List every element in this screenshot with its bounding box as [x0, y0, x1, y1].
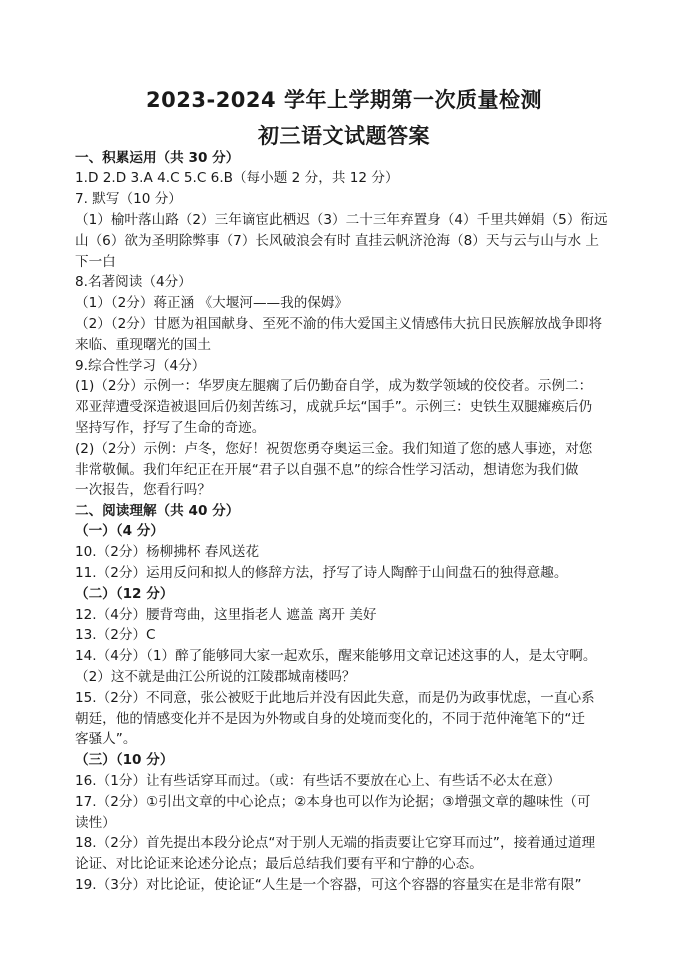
answer-line: 来临、重现曙光的国土	[75, 337, 211, 353]
answer-line: 17.（2分）①引出文章的中心论点；②本身也可以作为论据；③增强文章的趣味性（可	[75, 794, 591, 810]
answer-line: 19.（3分）对比论证，使论证“人生是一个容器，可这个容器的容量实在是非常有限”	[75, 877, 582, 893]
answer-line: 论证、对比论证来论述分论点；最后总结我们要有平和宁静的心态。	[75, 856, 483, 872]
answer-line: 9.综合性学习（4分）	[75, 358, 206, 374]
subsection-heading: （三）（10 分）	[75, 752, 174, 768]
answer-line: 坚持写作，抒写了生命的奇迹。	[75, 420, 266, 436]
answer-line: 邓亚萍遭受深造被退回后仍刻苦练习，成就乒坛“国手”。示例三：史铁生双腿瘫痪后仍	[75, 399, 593, 415]
answer-line: 1.D 2.D 3.A 4.C 5.C 6.B（每小题 2 分，共 12 分）	[75, 170, 399, 186]
answer-line: 7. 默写（10 分）	[75, 191, 182, 207]
answer-line: 11.（2分）运用反问和拟人的修辞方法，抒写了诗人陶醉于山间盘石的独得意趣。	[75, 565, 568, 581]
answer-line: 16.（1分）让有些话穿耳而过。（或：有些话不要放在心上、有些话不必太在意）	[75, 773, 561, 789]
answer-line: （1）（2分）蒋正涵 《大堰河——我的保姆》	[75, 295, 349, 311]
answer-line: 10.（2分）杨柳拂杯 春风送花	[75, 544, 260, 560]
answer-line: 15.（2分）不同意，张公被贬于此地后并没有因此失意，而是仍为政事忧虑，一直心系	[75, 690, 595, 706]
answer-line: （1）榆叶落山路（2）三年谪宦此栖迟（3）二十三年弃置身（4）千里共婵娟（5）衔远	[75, 212, 608, 228]
section-heading: 二、阅读理解（共 40 分）	[75, 503, 240, 519]
answer-line: 8.名著阅读（4分）	[75, 274, 192, 290]
answer-line: 客骚人”。	[75, 731, 137, 747]
answer-line: 下一白	[75, 254, 116, 270]
answer-line: (1)（2分）示例一：华罗庚左腿瘸了后仍勤奋自学，成为数学领域的佼佼者。示例二：	[75, 378, 593, 394]
section-heading: 一、积累运用（共 30 分）	[75, 150, 240, 166]
answer-line: 18.（2分）首先提出本段分论点“对于别人无端的指责要让它穿耳而过”，接着通过道理	[75, 835, 596, 851]
page-subtitle: 初三语文试题答案	[258, 124, 430, 148]
answer-line: 朝廷，他的情感变化并不是因为外物或自身的处境而变化的，不同于范仲淹笔下的“迁	[75, 711, 586, 727]
answer-line: （2）（2分）甘愿为祖国献身、至死不渝的伟大爱国主义情感伟大抗日民族解放战争即将	[75, 316, 603, 332]
answer-line: （2）这不就是曲江公所说的江陵郡城南楼吗？	[75, 669, 356, 685]
answer-line: 一次报告，您看行吗？	[75, 482, 211, 498]
answer-line: (2)（2分）示例：卢冬，您好！祝贺您勇夺奥运三金。我们知道了您的感人事迹，对您	[75, 441, 593, 457]
answer-line: 12.（4分）腰背弯曲，这里指老人 遮盖 离开 美好	[75, 607, 377, 623]
subsection-heading: （二）（12 分）	[75, 586, 174, 602]
answer-line: 13.（2分）C	[75, 627, 156, 643]
answer-line: 14.（4分）（1）醉了能够同大家一起欢乐，醒来能够用文章记述这事的人，是太守啊。	[75, 648, 597, 664]
page-title: 2023-2024 学年上学期第一次质量检测	[146, 88, 542, 112]
subsection-heading: （一）（4 分）	[75, 523, 164, 539]
answer-line: 非常敬佩。我们年纪正在开展“君子以自强不息”的综合性学习活动，想请您为我们做	[75, 462, 579, 478]
answer-line: 山（6）欲为圣明除弊事（7）长风破浪会有时 直挂云帆济沧海（8）天与云与山与水 上	[75, 233, 599, 249]
answer-line: 读性）	[75, 815, 116, 831]
